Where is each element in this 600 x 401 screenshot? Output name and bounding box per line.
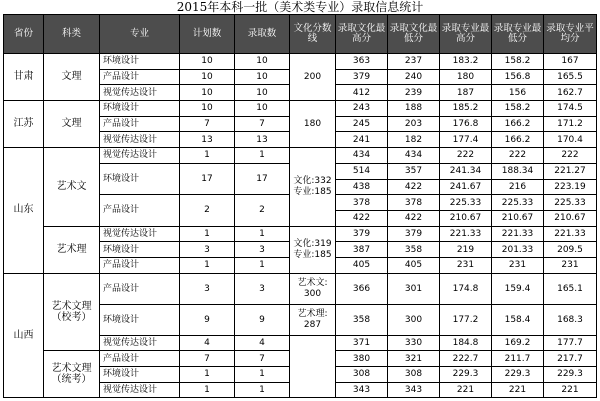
culture-min-cell: 182 <box>388 132 440 148</box>
prof-avg-cell: 174.5 <box>544 101 597 117</box>
prof-max-cell: 225.33 <box>440 195 492 211</box>
culture-min-cell: 301 <box>388 273 440 304</box>
admitted-cell: 17 <box>235 163 290 194</box>
major-cell: 环境设计 <box>100 101 180 117</box>
prof-max-cell: 229.3 <box>440 367 492 383</box>
cutoff-cell: 艺术文: 300 <box>290 273 336 304</box>
admitted-cell: 10 <box>235 69 290 85</box>
prof-avg-cell: 221 <box>544 382 597 398</box>
prof-avg-cell: 222 <box>544 148 597 164</box>
prof-max-cell: 219 <box>440 242 492 258</box>
prof-max-cell: 187 <box>440 85 492 101</box>
culture-max-cell: 371 <box>336 335 388 351</box>
culture-min-cell: 237 <box>388 54 440 70</box>
culture-max-cell: 379 <box>336 69 388 85</box>
culture-max-cell: 412 <box>336 85 388 101</box>
prof-avg-cell: 217.7 <box>544 351 597 367</box>
prof-avg-cell: 221.27 <box>544 163 597 179</box>
header-cutoff: 文化分数线 <box>290 15 336 54</box>
prof-min-cell: 210.67 <box>492 210 544 226</box>
plan-cell: 3 <box>180 273 235 304</box>
prof-max-cell: 185.2 <box>440 101 492 117</box>
prof-avg-cell: 210.67 <box>544 210 597 226</box>
prof-min-cell: 222 <box>492 148 544 164</box>
culture-max-cell: 343 <box>336 382 388 398</box>
plan-cell: 10 <box>180 54 235 70</box>
major-cell: 环境设计 <box>100 367 180 383</box>
header-province: 省份 <box>4 15 44 54</box>
culture-min-cell: 203 <box>388 116 440 132</box>
header-culture-max: 录取文化最高分 <box>336 15 388 54</box>
prof-max-cell: 184.8 <box>440 335 492 351</box>
prof-max-cell: 210.67 <box>440 210 492 226</box>
prof-avg-cell: 171.2 <box>544 116 597 132</box>
prof-min-cell: 158.4 <box>492 304 544 335</box>
prof-avg-cell: 168.3 <box>544 304 597 335</box>
admitted-cell: 1 <box>235 148 290 164</box>
prof-avg-cell: 225.33 <box>544 195 597 211</box>
major-cell: 环境设计 <box>100 163 180 194</box>
table-title: 2015年本科一批（美术类专业）录取信息统计 <box>176 0 424 14</box>
category-cell: 艺术文 <box>44 148 100 226</box>
prof-max-cell: 221.33 <box>440 226 492 242</box>
admitted-cell: 10 <box>235 101 290 117</box>
table-row <box>4 54 597 70</box>
cutoff-cell-empty <box>290 335 336 398</box>
admitted-cell: 4 <box>235 335 290 351</box>
header-admitted: 录取数 <box>235 15 290 54</box>
culture-min-cell: 343 <box>388 382 440 398</box>
culture-max-cell: 241 <box>336 132 388 148</box>
culture-max-cell: 514 <box>336 163 388 179</box>
major-cell: 视觉传达设计 <box>100 85 180 101</box>
admitted-cell: 1 <box>235 257 290 273</box>
prof-max-cell: 177.4 <box>440 132 492 148</box>
major-cell: 产品设计 <box>100 195 180 226</box>
prof-avg-cell: 170.4 <box>544 132 597 148</box>
category-cell: 艺术文理（统考） <box>44 351 100 398</box>
culture-min-cell: 300 <box>388 304 440 335</box>
prof-max-cell: 174.8 <box>440 273 492 304</box>
prof-max-cell: 222.7 <box>440 351 492 367</box>
prof-min-cell: 229.3 <box>492 367 544 383</box>
admitted-cell: 9 <box>235 304 290 335</box>
culture-max-cell: 380 <box>336 351 388 367</box>
plan-cell: 9 <box>180 304 235 335</box>
major-cell: 产品设计 <box>100 116 180 132</box>
prof-avg-cell: 229.3 <box>544 367 597 383</box>
culture-min-cell: 188 <box>388 101 440 117</box>
culture-min-cell: 357 <box>388 163 440 179</box>
admitted-cell: 7 <box>235 351 290 367</box>
category-cell: 艺术理 <box>44 226 100 273</box>
prof-avg-cell: 223.19 <box>544 179 597 195</box>
prof-min-cell: 169.2 <box>492 335 544 351</box>
culture-min-cell: 308 <box>388 367 440 383</box>
plan-cell: 2 <box>180 195 235 226</box>
prof-min-cell: 221.33 <box>492 226 544 242</box>
table-row <box>4 148 597 164</box>
culture-max-cell: 363 <box>336 54 388 70</box>
culture-max-cell: 358 <box>336 304 388 335</box>
culture-max-cell: 438 <box>336 179 388 195</box>
major-cell: 环境设计 <box>100 54 180 70</box>
culture-min-cell: 239 <box>388 85 440 101</box>
major-cell: 视觉传达设计 <box>100 148 180 164</box>
culture-max-cell: 379 <box>336 226 388 242</box>
header-major: 专业 <box>100 15 180 54</box>
culture-max-cell: 405 <box>336 257 388 273</box>
cutoff-cell: 文化:319 专业:185 <box>290 226 336 273</box>
culture-min-cell: 379 <box>388 226 440 242</box>
culture-max-cell: 366 <box>336 273 388 304</box>
province-cell: 山东 <box>4 148 44 274</box>
prof-min-cell: 188.34 <box>492 163 544 179</box>
plan-cell: 13 <box>180 132 235 148</box>
prof-min-cell: 156.8 <box>492 69 544 85</box>
culture-max-cell: 245 <box>336 116 388 132</box>
plan-cell: 1 <box>180 367 235 383</box>
plan-cell: 1 <box>180 382 235 398</box>
header-prof-avg: 录取专业平均分 <box>544 15 597 54</box>
plan-cell: 4 <box>180 335 235 351</box>
admitted-cell: 3 <box>235 242 290 258</box>
major-cell: 产品设计 <box>100 257 180 273</box>
admitted-cell: 3 <box>235 273 290 304</box>
culture-max-cell: 243 <box>336 101 388 117</box>
plan-cell: 7 <box>180 116 235 132</box>
culture-min-cell: 240 <box>388 69 440 85</box>
major-cell: 视觉传达设计 <box>100 132 180 148</box>
culture-min-cell: 422 <box>388 210 440 226</box>
prof-max-cell: 222 <box>440 148 492 164</box>
plan-cell: 10 <box>180 85 235 101</box>
prof-avg-cell: 221.33 <box>544 226 597 242</box>
plan-cell: 10 <box>180 101 235 117</box>
prof-min-cell: 201.33 <box>492 242 544 258</box>
prof-avg-cell: 167 <box>544 54 597 70</box>
prof-max-cell: 177.2 <box>440 304 492 335</box>
prof-avg-cell: 162.7 <box>544 85 597 101</box>
province-cell: 山西 <box>4 273 44 398</box>
culture-max-cell: 434 <box>336 148 388 164</box>
prof-max-cell: 180 <box>440 69 492 85</box>
culture-min-cell: 434 <box>388 148 440 164</box>
admitted-cell: 10 <box>235 54 290 70</box>
category-cell: 文理 <box>44 54 100 101</box>
prof-max-cell: 183.2 <box>440 54 492 70</box>
province-cell: 江苏 <box>4 101 44 148</box>
header-category: 科类 <box>44 15 100 54</box>
culture-max-cell: 308 <box>336 367 388 383</box>
header-culture-min: 录取文化最低分 <box>388 15 440 54</box>
category-cell: 文理 <box>44 101 100 148</box>
table-row <box>4 101 597 117</box>
province-cell: 甘肃 <box>4 54 44 101</box>
table-row <box>4 226 597 242</box>
admitted-cell: 13 <box>235 132 290 148</box>
plan-cell: 1 <box>180 257 235 273</box>
major-cell: 视觉传达设计 <box>100 335 180 351</box>
prof-max-cell: 176.8 <box>440 116 492 132</box>
cutoff-cell: 艺术理: 287 <box>290 304 336 335</box>
plan-cell: 1 <box>180 226 235 242</box>
admitted-cell: 2 <box>235 195 290 226</box>
major-cell: 产品设计 <box>100 273 180 304</box>
culture-min-cell: 405 <box>388 257 440 273</box>
prof-min-cell: 156 <box>492 85 544 101</box>
prof-avg-cell: 165.1 <box>544 273 597 304</box>
prof-min-cell: 158.2 <box>492 54 544 70</box>
prof-max-cell: 231 <box>440 257 492 273</box>
prof-max-cell: 241.67 <box>440 179 492 195</box>
culture-max-cell: 378 <box>336 195 388 211</box>
table-row <box>4 273 597 304</box>
culture-max-cell: 387 <box>336 242 388 258</box>
culture-min-cell: 422 <box>388 179 440 195</box>
admitted-cell: 1 <box>235 226 290 242</box>
header-prof-max: 录取专业最高分 <box>440 15 492 54</box>
prof-min-cell: 231 <box>492 257 544 273</box>
culture-min-cell: 358 <box>388 242 440 258</box>
prof-min-cell: 216 <box>492 179 544 195</box>
admitted-cell: 1 <box>235 367 290 383</box>
culture-min-cell: 321 <box>388 351 440 367</box>
prof-min-cell: 159.4 <box>492 273 544 304</box>
category-cell: 艺术文理（校考） <box>44 273 100 351</box>
prof-avg-cell: 209.5 <box>544 242 597 258</box>
admission-table <box>3 14 597 398</box>
prof-min-cell: 225.33 <box>492 195 544 211</box>
prof-avg-cell: 165.5 <box>544 69 597 85</box>
header-prof-min: 录取专业最低分 <box>492 15 544 54</box>
plan-cell: 1 <box>180 148 235 164</box>
admitted-cell: 7 <box>235 116 290 132</box>
prof-max-cell: 221 <box>440 382 492 398</box>
prof-avg-cell: 177.7 <box>544 335 597 351</box>
major-cell: 产品设计 <box>100 69 180 85</box>
major-cell: 产品设计 <box>100 351 180 367</box>
plan-cell: 7 <box>180 351 235 367</box>
prof-min-cell: 211.7 <box>492 351 544 367</box>
major-cell: 视觉传达设计 <box>100 226 180 242</box>
culture-max-cell: 422 <box>336 210 388 226</box>
cutoff-cell: 200 <box>290 54 336 101</box>
admitted-cell: 1 <box>235 382 290 398</box>
prof-max-cell: 241.34 <box>440 163 492 179</box>
culture-min-cell: 378 <box>388 195 440 211</box>
plan-cell: 10 <box>180 69 235 85</box>
admitted-cell: 10 <box>235 85 290 101</box>
prof-min-cell: 158.2 <box>492 101 544 117</box>
cutoff-cell: 文化:332 专业:185 <box>290 148 336 226</box>
plan-cell: 3 <box>180 242 235 258</box>
prof-min-cell: 166.2 <box>492 116 544 132</box>
prof-min-cell: 166.2 <box>492 132 544 148</box>
plan-cell: 17 <box>180 163 235 194</box>
prof-avg-cell: 231 <box>544 257 597 273</box>
major-cell: 环境设计 <box>100 242 180 258</box>
header-plan: 计划数 <box>180 15 235 54</box>
major-cell: 环境设计 <box>100 304 180 335</box>
major-cell: 视觉传达设计 <box>100 382 180 398</box>
prof-min-cell: 221 <box>492 382 544 398</box>
culture-min-cell: 330 <box>388 335 440 351</box>
cutoff-cell: 180 <box>290 101 336 148</box>
